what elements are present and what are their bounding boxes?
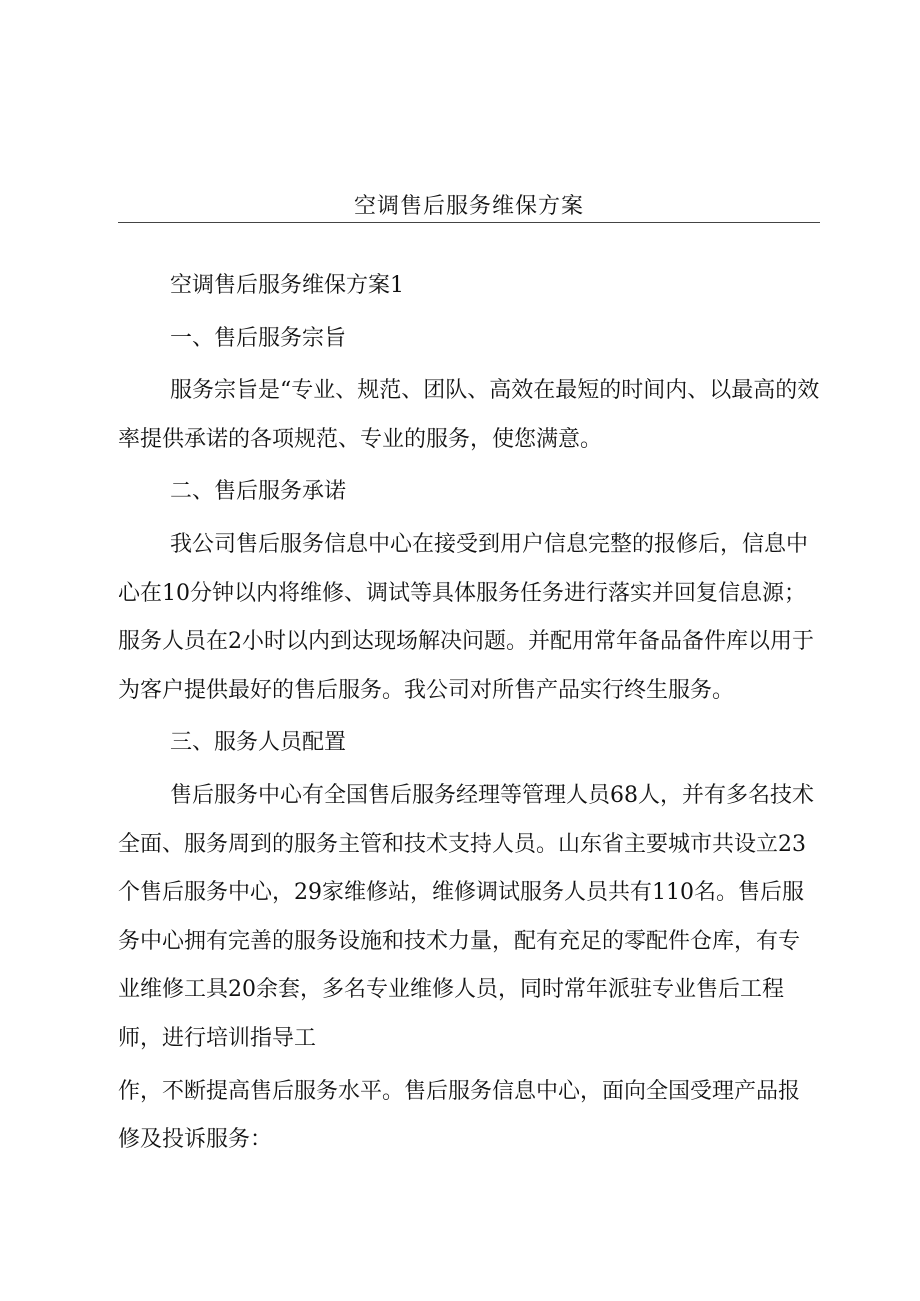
title-divider (118, 222, 820, 223)
section-heading-plan: 空调售后服务维保方案1 (170, 273, 404, 298)
document-body (118, 262, 820, 1165)
paragraph-staffing: 售后服务中心有全国售后服务经理等管理人员68人，并有多名技术全面、服务周到的服务主管和技术支持人员。山东省主要城市共设立23个售后服务中心，29家维修站，维修调试服务人员共有110名。售后服务中心拥有完善的服务设施和技术力量，配有充足的零配件仓库，有专业维修工具20余套，多名专业维修人员，同时常年派驻专业售后工程师，进行培训指导工 (118, 782, 814, 1051)
document-title: 空调售后服务维保方案 (353, 194, 584, 219)
section-heading-purpose: 一、售后服务宗旨 (170, 325, 347, 351)
section-heading-staffing: 三、服务人员配置 (170, 730, 347, 756)
section-heading-commitment: 二、售后服务承诺 (170, 479, 347, 505)
paragraph-commitment: 我公司售后服务信息中心在接受到用户信息完整的报修后，信息中心在10分钟以内将维修、调试等具体服务任务进行落实并回复信息源；服务人员在2小时以内到达现场解决问题。并配用常年备品备件库以用于为客户提供最好的售后服务。我公司对所售产品实行终生服务。 (118, 531, 814, 703)
paragraph-purpose: 服务宗旨是“专业、规范、团队、高效在最短的时间内、以最高的效率提供承诺的各项规范、专业的服务，使您满意。 (118, 378, 820, 452)
paragraph-staffing-continued: 作，不断提高售后服务水平。售后服务信息中心，面向全国受理产品报修及投诉服务： (118, 1078, 801, 1153)
